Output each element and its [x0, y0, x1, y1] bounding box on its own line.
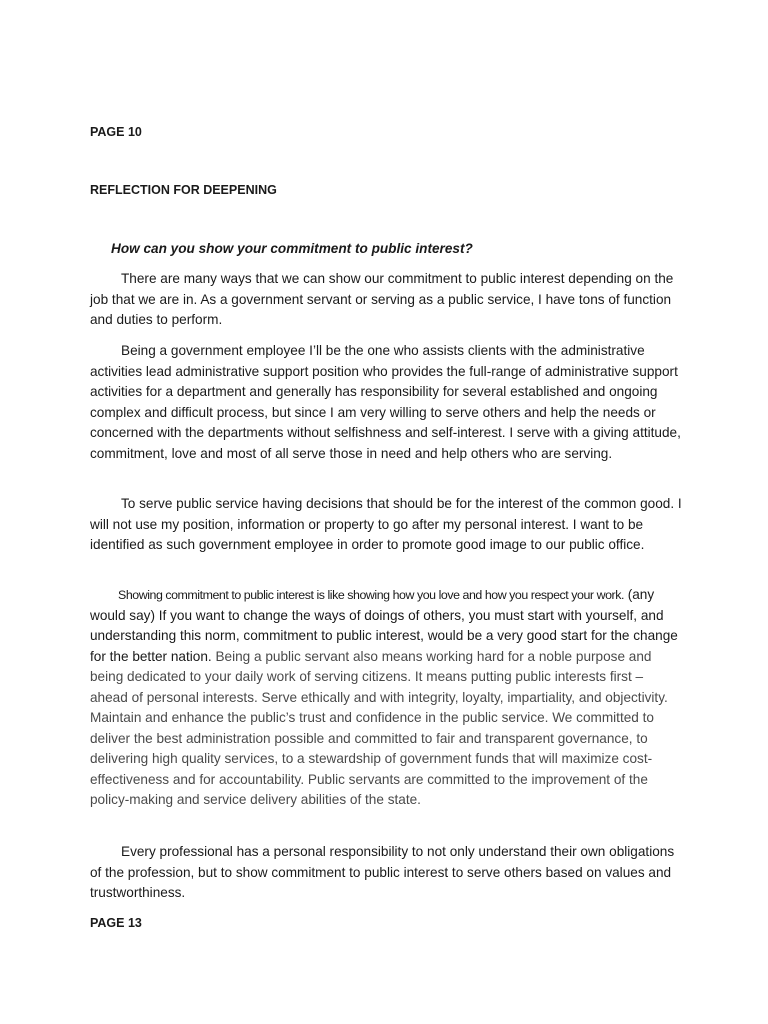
- reflection-question: How can you show your commitment to public interest?: [111, 241, 473, 256]
- paragraph-5: Every professional has a personal responsibility to not only understand their own obligations of the profession, but to show commitment to public interest to serve others based on values and trustworthiness.: [90, 844, 675, 900]
- page-number-top: PAGE 10: [90, 125, 142, 139]
- paragraph-4-lead: Showing commitment to public interest is like showing how you love and how you respect your work.: [118, 588, 624, 602]
- section-title: REFLECTION FOR DEEPENING: [90, 183, 277, 197]
- paragraph-2: Being a government employee I’ll be the one who assists clients with the administrative activities lead administrative support position who provides the full-range of administrative support activities for a department and generally has responsibility for several established and ongoing complex and difficult process, but since I am very willing to serve others and help the needs or concerned with the departments without selfishness and self-interest. I serve with a giving attitude, commitment, love and most of all serve those in need and help others who are serving.: [90, 343, 681, 461]
- paragraph-4: [90, 585, 682, 811]
- paragraph-1: There are many ways that we can show our commitment to public interest depending on the job that we are in. As a government servant or serving as a public service, I have tons of function and duties to perform.: [90, 271, 674, 327]
- page-number-bottom: PAGE 13: [90, 916, 142, 930]
- paragraph-4-main: (any would say) If you want to change the ways of doings of others, you must start with yourself, and understanding this norm, commitment to public interest, would be a very good start for the change for the better nation.: [90, 587, 678, 664]
- paragraph-3: To serve public service having decisions that should be for the interest of the common good. I will not use my position, information or property to go after my personal interest. I want to be identified as such government employee in order to promote good image to our public office.: [90, 496, 682, 552]
- paragraph-4-tail: Being a public servant also means working hard for a noble purpose and being dedicated to your daily work of serving citizens. It means putting public interests first – ahead of personal interests. Serve ethically and with integrity, loyalty, impartiality, and objectivity. Maintain and enhance the public’s trust and confidence in the public service. We committed to deliver the best administration possible and committed to fair and transparent governance, to delivering high quality services, to a stewardship of government funds that will maximize cost-effectiveness and for accountability. Public servants are committed to the improvement of the policy-making and service delivery abilities of the state.: [90, 648, 668, 807]
